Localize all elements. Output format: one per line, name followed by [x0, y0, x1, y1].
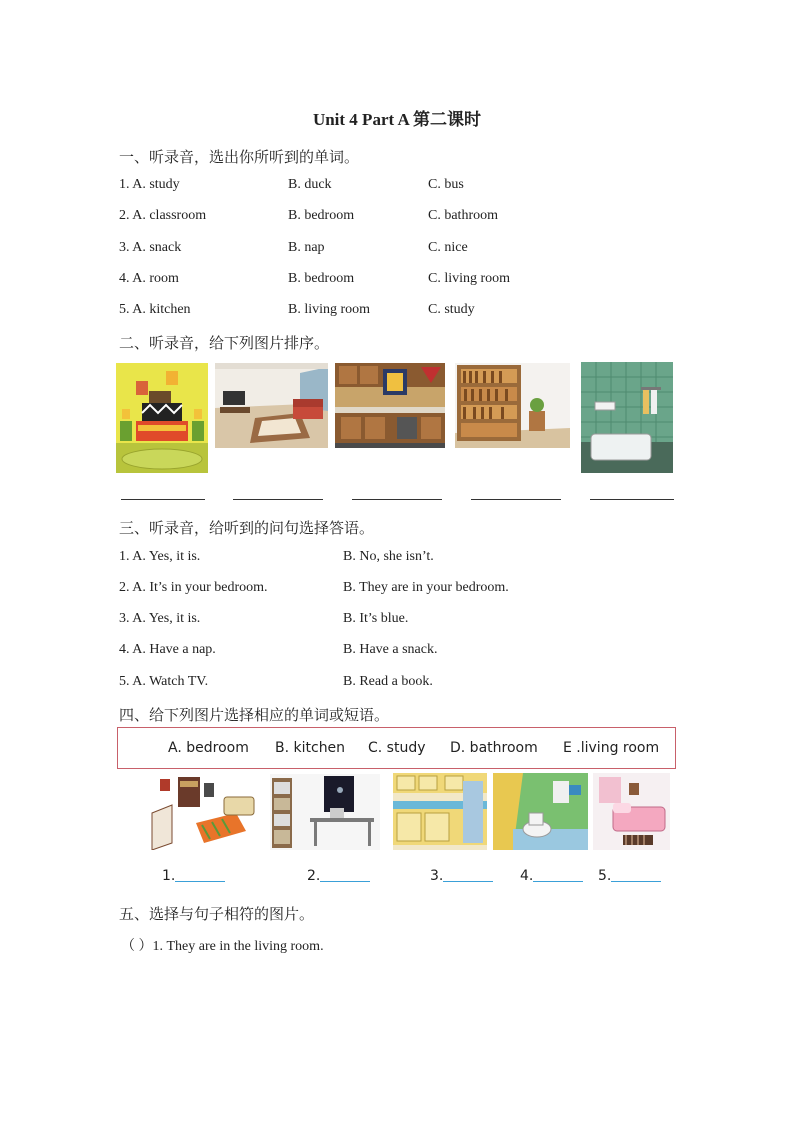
section-5-heading: 五、选择与句子相符的图片。 [119, 905, 315, 923]
s3-q3-b: B. It’s blue. [343, 611, 409, 626]
word-bank-option-e: E .living room [563, 740, 660, 756]
s3-q5-b: B. Read a book. [343, 674, 433, 689]
living-room-picture [215, 363, 328, 448]
order-blank-5[interactable] [590, 499, 674, 500]
page-title: Unit 4 Part A 第二课时 [312, 110, 482, 129]
s1-q4-c: C. living room [428, 271, 511, 286]
answer-slot-4[interactable] [520, 868, 583, 884]
order-blank-4[interactable] [471, 499, 561, 500]
answer-slot-5[interactable] [598, 868, 661, 884]
s1-q1-b: B. duck [288, 177, 332, 192]
word-bank-option-a: A. bedroom [168, 740, 249, 756]
s1-q3-a: 3. A. snack [119, 240, 182, 255]
answer-number-4: 4. [520, 868, 534, 884]
order-blank-1[interactable] [121, 499, 205, 500]
answer-number-1: 1. [162, 868, 176, 884]
kitchen-picture [335, 363, 445, 448]
s3-q2-a: 2. A. It’s in your bedroom. [119, 580, 268, 595]
s1-q2-a: 2. A. classroom [119, 208, 207, 223]
s1-q1-a: 1. A. study [119, 177, 180, 192]
section-2-heading: 二、听录音，给下列图片排序。 [119, 334, 330, 352]
bedroom-picture [116, 363, 208, 473]
order-blank-3[interactable] [352, 499, 442, 500]
answer-line-1[interactable] [175, 881, 225, 882]
section-1-heading: 一、听录音，选出你所听到的单词。 [119, 148, 360, 166]
bathroom-picture [581, 362, 673, 473]
answer-slot-3[interactable] [430, 868, 493, 884]
s3-q1-b: B. No, she isn’t. [343, 549, 434, 564]
study-picture [455, 363, 570, 448]
section-3-heading: 三、听录音，给听到的问句选择答语。 [119, 519, 375, 537]
s1-q5-b: B. living room [288, 302, 371, 317]
word-bank-option-c: C. study [368, 740, 426, 756]
answer-number-3: 3. [430, 868, 444, 884]
answer-slot-1[interactable] [162, 868, 225, 884]
answer-number-5: 5. [598, 868, 612, 884]
s1-q3-b: B. nap [288, 240, 325, 255]
bathroom-picture-2 [493, 773, 588, 850]
s1-q5-a: 5. A. kitchen [119, 302, 191, 317]
living-room-picture-2 [150, 773, 257, 850]
s3-q5-a: 5. A. Watch TV. [119, 674, 209, 689]
word-bank-option-b: B. kitchen [275, 740, 346, 756]
order-blank-2[interactable] [233, 499, 323, 500]
s3-q2-b: B. They are in your bedroom. [343, 580, 509, 595]
s3-q1-a: 1. A. Yes, it is. [119, 549, 201, 564]
word-bank-option-d: D. bathroom [450, 740, 538, 756]
s3-q4-a: 4. A. Have a nap. [119, 642, 216, 657]
answer-slot-2[interactable] [307, 868, 370, 884]
answer-line-5[interactable] [611, 881, 661, 882]
s1-q4-a: 4. A. room [119, 271, 179, 286]
answer-line-3[interactable] [443, 881, 493, 882]
section-4-heading: 四、给下列图片选择相应的单词或短语。 [119, 706, 390, 724]
answer-number-2: 2. [307, 868, 321, 884]
s1-q4-b: B. bedroom [288, 271, 355, 286]
s1-q3-c: C. nice [428, 240, 468, 255]
s1-q2-b: B. bedroom [288, 208, 355, 223]
s1-q5-c: C. study [428, 302, 475, 317]
kitchen-picture-2 [393, 773, 487, 850]
s3-q4-b: B. Have a snack. [343, 642, 438, 657]
s3-q3-a: 3. A. Yes, it is. [119, 611, 201, 626]
answer-line-4[interactable] [533, 881, 583, 882]
study-picture-2 [270, 774, 380, 850]
bedroom-picture-2 [593, 773, 670, 850]
answer-line-2[interactable] [320, 881, 370, 882]
s5-question-1: （ ）1. They are in the living room. [121, 939, 324, 954]
s1-q2-c: C. bathroom [428, 208, 498, 223]
s1-q1-c: C. bus [428, 177, 464, 192]
